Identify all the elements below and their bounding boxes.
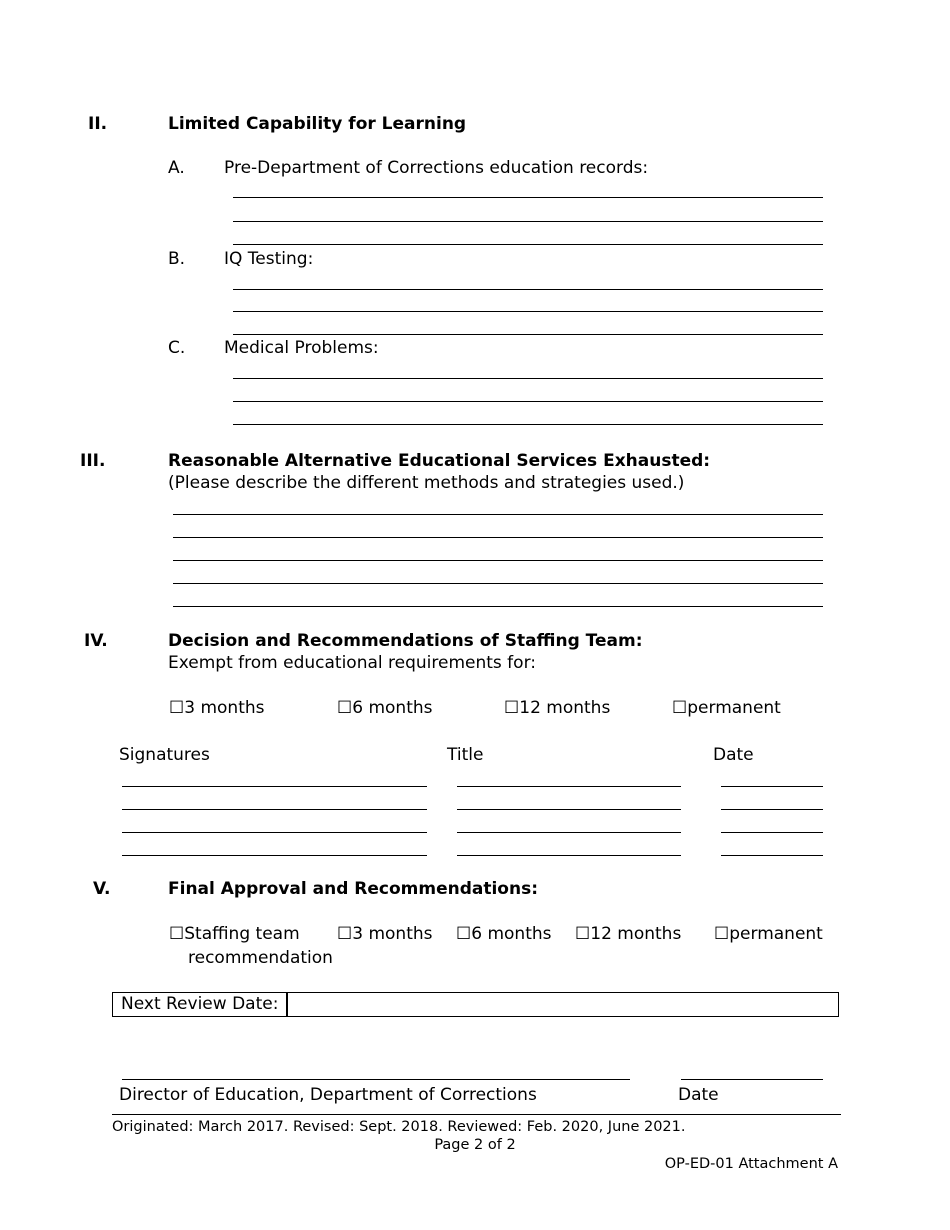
approval-staffing-checkbox[interactable] <box>169 924 300 944</box>
iq-line-2[interactable] <box>233 311 823 312</box>
director-date-line[interactable] <box>681 1079 823 1080</box>
signature-line-3[interactable] <box>122 832 427 833</box>
section-4-numeral: IV. <box>84 631 108 651</box>
next-review-label: Next Review Date: <box>121 994 279 1014</box>
item-c-label: Medical Problems: <box>224 338 379 358</box>
title-line-4[interactable] <box>457 855 681 856</box>
section-3-numeral: III. <box>80 451 106 471</box>
section-5-title: Final Approval and Recommendations: <box>168 879 539 899</box>
checkbox-icon: ☐ <box>337 924 353 944</box>
item-c-letter: C. <box>168 338 186 358</box>
title-line-2[interactable] <box>457 809 681 810</box>
checkbox-icon: ☐ <box>169 698 185 718</box>
footer-doc-id: OP-ED-01 Attachment A <box>664 1156 838 1172</box>
footer-history: Originated: March 2017. Revised: Sept. 2018. Reviewed: Feb. 2020, June 2021. <box>112 1119 686 1135</box>
title-header: Title <box>447 745 484 765</box>
item-b-letter: B. <box>168 249 186 269</box>
exempt-6-months-checkbox[interactable] <box>337 698 433 718</box>
records-line-3[interactable] <box>233 244 823 245</box>
next-review-date-field[interactable] <box>286 992 839 1017</box>
services-line-4[interactable] <box>173 583 823 584</box>
director-signature-line[interactable] <box>122 1079 630 1080</box>
checkbox-icon: ☐ <box>575 924 591 944</box>
section-3-subtitle: (Please describe the different methods and strategies used.) <box>168 473 685 493</box>
exempt-permanent-checkbox[interactable] <box>672 698 781 718</box>
approval-staffing-label-1: Staffing team <box>184 924 300 944</box>
services-line-3[interactable] <box>173 560 823 561</box>
section-4-title: Decision and Recommendations of Staffing Team: <box>168 631 643 651</box>
checkbox-icon: ☐ <box>337 698 353 718</box>
section-2-numeral: II. <box>88 114 108 134</box>
director-label: Director of Education, Department of Corrections <box>119 1085 537 1105</box>
approval-permanent-label: permanent <box>729 924 823 944</box>
date-line-3[interactable] <box>721 832 823 833</box>
records-line-1[interactable] <box>233 197 823 198</box>
date-header: Date <box>713 745 754 765</box>
exempt-permanent-label: permanent <box>687 698 781 718</box>
medical-line-3[interactable] <box>233 424 823 425</box>
date-line-4[interactable] <box>721 855 823 856</box>
approval-3-months-checkbox[interactable] <box>337 924 433 944</box>
approval-12-months-label: 12 months <box>590 924 682 944</box>
signature-line-1[interactable] <box>122 786 427 787</box>
checkbox-icon: ☐ <box>456 924 472 944</box>
services-line-5[interactable] <box>173 606 823 607</box>
section-5-numeral: V. <box>93 879 111 899</box>
exempt-12-months-label: 12 months <box>519 698 611 718</box>
title-line-3[interactable] <box>457 832 681 833</box>
checkbox-icon: ☐ <box>672 698 688 718</box>
exempt-3-months-label: 3 months <box>184 698 265 718</box>
approval-permanent-checkbox[interactable] <box>714 924 823 944</box>
section-2-title: Limited Capability for Learning <box>168 114 467 134</box>
next-review-label-cell <box>112 992 288 1017</box>
date-line-1[interactable] <box>721 786 823 787</box>
exempt-3-months-checkbox[interactable] <box>169 698 265 718</box>
exempt-6-months-label: 6 months <box>352 698 433 718</box>
approval-3-months-label: 3 months <box>352 924 433 944</box>
medical-line-1[interactable] <box>233 378 823 379</box>
checkbox-icon: ☐ <box>169 924 185 944</box>
section-4-subtitle: Exempt from educational requirements for: <box>168 653 536 673</box>
services-line-2[interactable] <box>173 537 823 538</box>
director-date-label: Date <box>678 1085 719 1105</box>
title-line-1[interactable] <box>457 786 681 787</box>
exempt-12-months-checkbox[interactable] <box>504 698 610 718</box>
checkbox-icon: ☐ <box>714 924 730 944</box>
item-a-letter: A. <box>168 158 185 178</box>
signatures-header: Signatures <box>119 745 210 765</box>
date-line-2[interactable] <box>721 809 823 810</box>
approval-12-months-checkbox[interactable] <box>575 924 681 944</box>
item-a-label: Pre-Department of Corrections education records: <box>224 158 649 178</box>
signature-line-4[interactable] <box>122 855 427 856</box>
approval-6-months-checkbox[interactable] <box>456 924 552 944</box>
approval-staffing-label-2: recommendation <box>188 948 333 968</box>
section-3-title: Reasonable Alternative Educational Services Exhausted: <box>168 451 711 471</box>
medical-line-2[interactable] <box>233 401 823 402</box>
signature-line-2[interactable] <box>122 809 427 810</box>
footer-divider <box>112 1114 841 1115</box>
checkbox-icon: ☐ <box>504 698 520 718</box>
services-line-1[interactable] <box>173 514 823 515</box>
item-b-label: IQ Testing: <box>224 249 314 269</box>
iq-line-1[interactable] <box>233 289 823 290</box>
approval-6-months-label: 6 months <box>471 924 552 944</box>
records-line-2[interactable] <box>233 221 823 222</box>
iq-line-3[interactable] <box>233 334 823 335</box>
footer-page-number: Page 2 of 2 <box>434 1137 516 1153</box>
